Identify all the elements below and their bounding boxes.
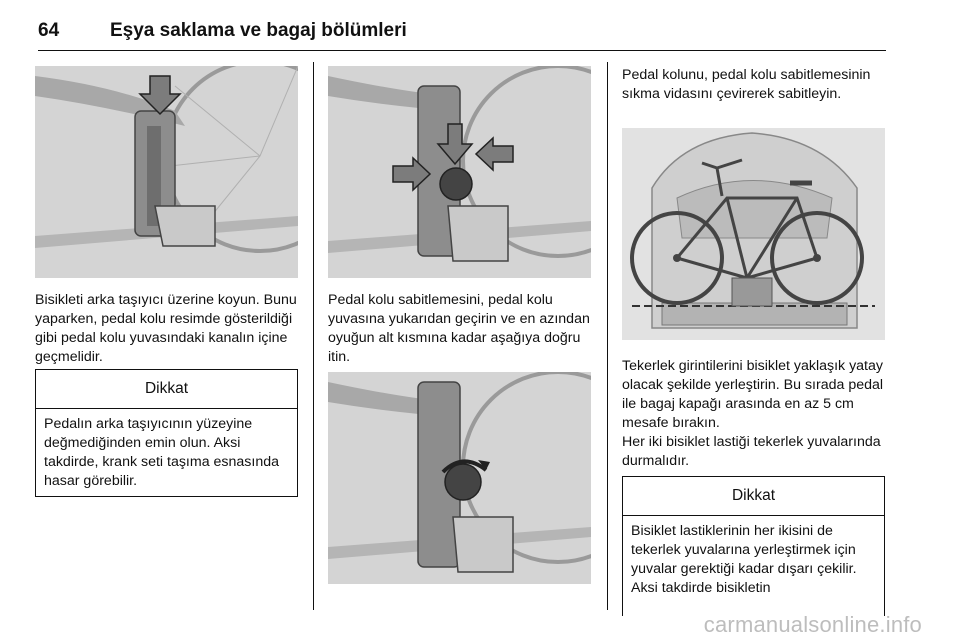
pedal-holder-illustration <box>35 66 298 278</box>
column1-paragraph: Bisikleti arka taşıyıcı üzerine koyun. Bunu yaparken, pedal kolu resimde gösterildiği gibi pedal kolu yuvasındaki kanalın içine geçmelidir. <box>35 292 297 365</box>
figure-bike-on-carrier <box>622 128 885 340</box>
column-divider <box>313 62 314 610</box>
page-number: 64 <box>38 20 60 41</box>
page-header <box>0 0 960 56</box>
figure-pedal-in-holder <box>35 66 298 278</box>
figure-tighten-screw <box>328 372 591 584</box>
page-title: Eşya saklama ve bagaj bölümleri <box>110 20 407 41</box>
column3-paragraph-1: Pedal kolunu, pedal kolu sabitlemesinin sıkma vidasını çevirerek sabitleyin. <box>622 67 871 102</box>
notice-body: Pedalın arka taşıyıcının yüzeyine değmediğinden emin olun. Aksi takdirde, krank seti taşıma esnasında hasar görebilir. <box>44 416 280 489</box>
column3-paragraph-3: Her iki bisiklet lastiği tekerlek yuvalarında durmalıdır. <box>622 434 881 469</box>
column-divider <box>607 62 608 610</box>
column2-paragraph: Pedal kolu sabitlemesini, pedal kolu yuvasına yukarıdan geçirin ve en azından oyuğun alt kısmına kadar aşağıya doğru itin. <box>328 292 590 365</box>
notice-body: Bisiklet lastiklerinin her ikisini de tekerlek yuvalarına yerleştirmek için yuvalar gerektiği kadar dışarı çekilir. Aksi takdirde bisikletin <box>631 523 857 596</box>
figure-pedal-fixture-insert <box>328 66 591 278</box>
watermark: carmanualsonline.info <box>703 612 922 637</box>
notice-box-caution <box>35 369 298 497</box>
header-rule <box>38 50 886 51</box>
fixture-insert-illustration <box>328 66 591 278</box>
column3-paragraph-2: Tekerlek girintilerini bisiklet yaklaşık yatay olacak şekilde yerleştirin. Bu sırada pedal ile bagaj kapağı arasında en az 5 cm mesafe bırakın. <box>622 358 884 431</box>
notice-box-caution <box>622 476 885 616</box>
notice-title: Dikkat <box>623 477 884 516</box>
bike-carrier-illustration <box>622 128 885 340</box>
notice-title: Dikkat <box>36 370 297 409</box>
tighten-screw-illustration <box>328 372 591 584</box>
